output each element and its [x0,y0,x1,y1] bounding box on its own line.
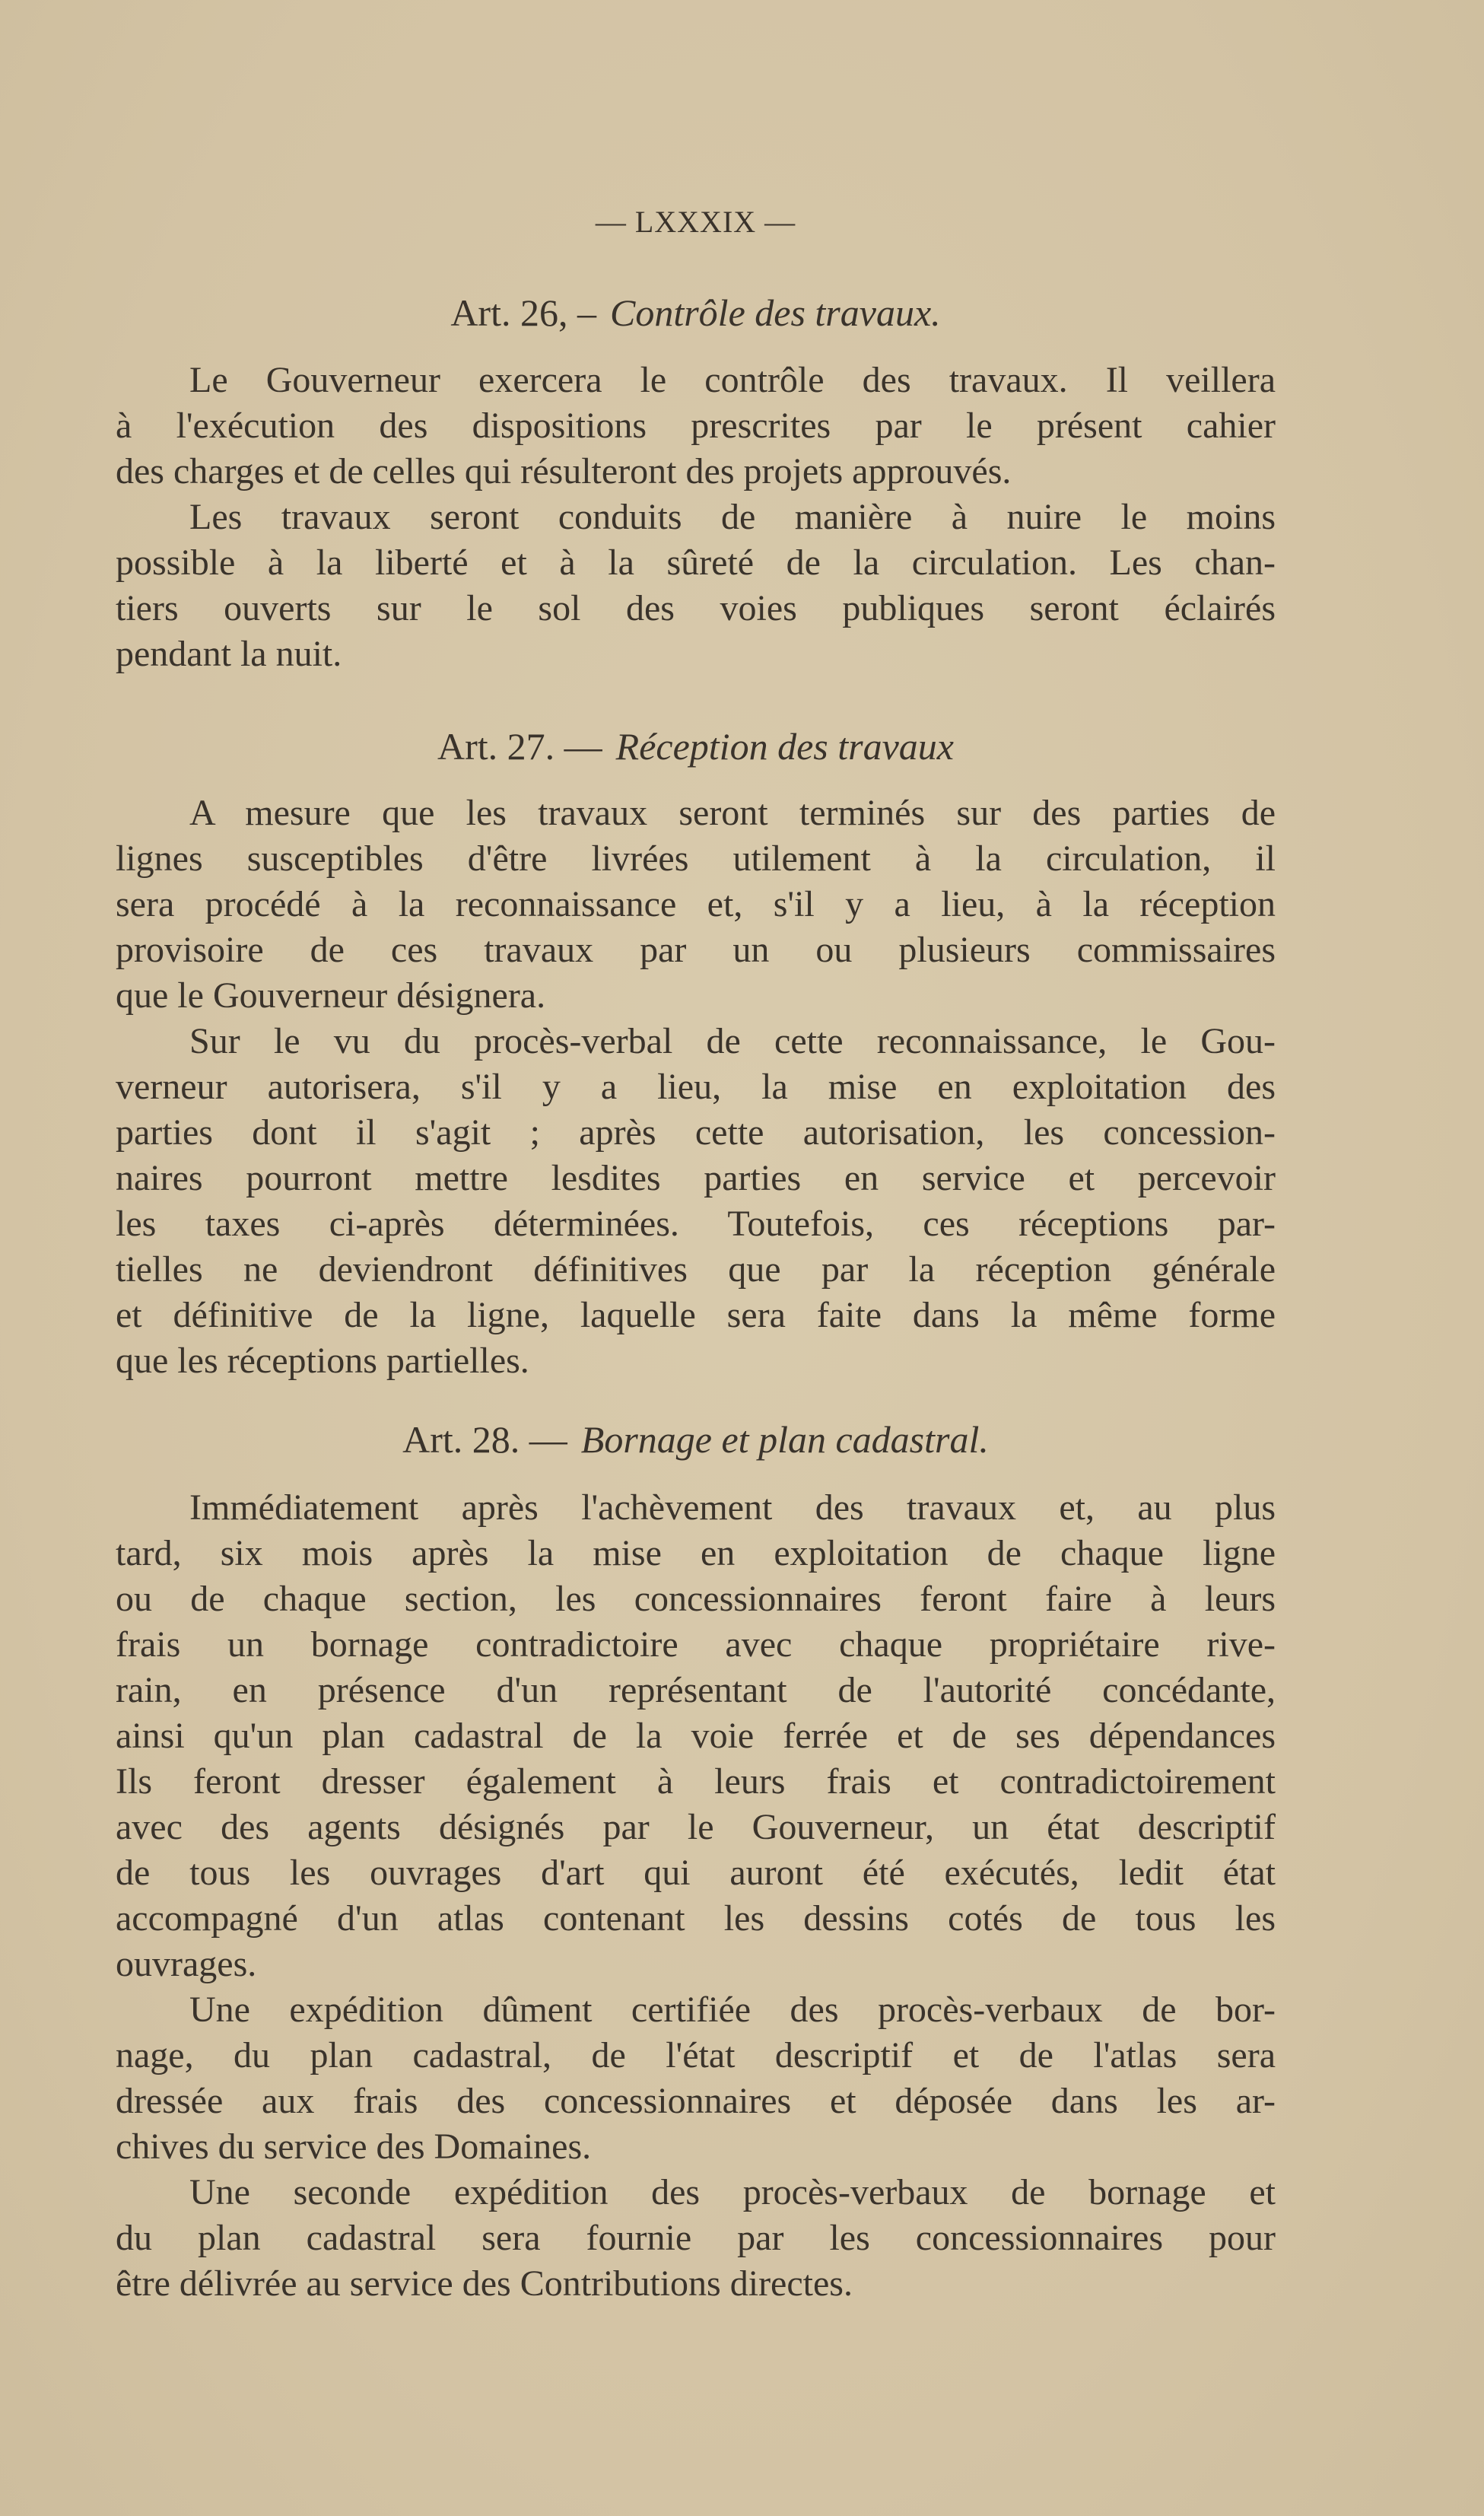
text-line-content: lignes susceptibles d'être livrées utilement à la circulation, il [116,838,1276,879]
text-line [116,1622,1276,1668]
text-line-content: avec des agents désignés par le Gouverneur, un état descriptif [116,1807,1276,1847]
paragraph [116,1019,1276,1384]
text-line [116,1293,1276,1338]
article-26 [116,290,1276,677]
text-line-content: chives du service des Domaines. [116,2126,592,2167]
text-line-content: tard, six mois après la mise en exploitation de chaque ligne [116,1533,1276,1573]
paragraph [116,790,1276,1019]
text-line-content: accompagné d'un atlas contenant les dessins cotés de tous les [116,1898,1276,1939]
text-line-content: A mesure que les travaux seront terminés sur des parties de [189,793,1276,833]
text-line-content: que le Gouverneur désignera. [116,975,546,1016]
text-line [116,1668,1276,1713]
text-line-content: ouvrages. [116,1944,257,1984]
article-heading [116,724,1276,769]
text-line [116,1156,1276,1201]
text-line-content: Immédiatement après l'achèvement des travaux et, au plus [189,1487,1276,1528]
text-line [116,631,1276,677]
text-line [116,790,1276,836]
text-line-content: dressée aux frais des concessionnaires et déposée dans les ar- [116,2081,1276,2121]
text-line [116,2261,1276,2307]
article-title: Réception des travaux [615,725,954,768]
text-line [116,1485,1276,1531]
text-line [116,358,1276,403]
paragraph [116,1485,1276,1987]
text-line [116,1896,1276,1942]
text-line-content: possible à la liberté et à la sûreté de la circulation. Les chan- [116,542,1276,583]
text-line-content: Les travaux seront conduits de manière à nuire le moins [189,497,1276,537]
text-line-content: Une seconde expédition des procès-verbaux de bornage et [189,2172,1276,2212]
text-line-content: des charges et de celles qui résulteront des projets approuvés. [116,451,1012,491]
text-line [116,2124,1276,2170]
paragraph [116,495,1276,677]
text-line [116,1942,1276,1987]
text-line [116,836,1276,882]
text-line-content: parties dont il s'agit ; après cette autorisation, les concession- [116,1112,1276,1153]
text-line-content: Ils feront dresser également à leurs frais et contradictoirement [116,1761,1276,1802]
text-line [116,1576,1276,1622]
text-line [116,449,1276,495]
text-line [116,1759,1276,1805]
paragraph [116,1987,1276,2170]
text-line [116,2215,1276,2261]
text-line-content: être délivrée au service des Contributions directes. [116,2263,853,2304]
text-line-content: tielles ne deviendront définitives que par la réception générale [116,1249,1276,1290]
text-line-content: tiers ouverts sur le sol des voies publiques seront éclairés [116,588,1276,628]
text-line-content: les taxes ci-après déterminées. Toutefois, ces réceptions par- [116,1204,1276,1244]
text-line-content: sera procédé à la reconnaissance et, s'il y a lieu, à la réception [116,884,1276,924]
text-line [116,1850,1276,1896]
text-line [116,2170,1276,2215]
text-line-content: à l'exécution des dispositions prescrites par le présent cahier [116,406,1276,446]
article-heading [116,1417,1276,1462]
text-line [116,2079,1276,2124]
text-line-content: et définitive de la ligne, laquelle sera faite dans la même forme [116,1295,1276,1335]
text-line [116,403,1276,449]
text-line-content: pendant la nuit. [116,634,342,674]
text-line [116,2033,1276,2079]
text-line-content: verneur autorisera, s'il y a lieu, la mise en exploitation des [116,1067,1276,1107]
article-number: Art. 28. — [402,1418,567,1461]
text-line [116,1247,1276,1293]
text-line [116,1531,1276,1576]
text-line-content: ainsi qu'un plan cadastral de la voie ferrée et de ses dépendances [116,1716,1276,1756]
article-28 [116,1417,1276,2307]
text-line [116,540,1276,586]
text-line-content: du plan cadastral sera fournie par les concessionnaires pour [116,2218,1276,2258]
paragraph [116,358,1276,495]
text-line [116,1805,1276,1850]
text-line-content: que les réceptions partielles. [116,1341,529,1381]
text-line [116,1064,1276,1110]
text-line-content: Sur le vu du procès-verbal de cette reconnaissance, le Gou- [189,1021,1276,1061]
paragraph [116,2170,1276,2307]
text-line [116,495,1276,540]
text-line [116,1338,1276,1384]
text-line-content: de tous les ouvrages d'art qui auront été exécutés, ledit état [116,1853,1276,1893]
text-line [116,1713,1276,1759]
text-line [116,1019,1276,1064]
text-line [116,1987,1276,2033]
text-line-content: Une expédition dûment certifiée des procès-verbaux de bor- [189,1990,1276,2030]
running-head-page-number: — LXXXIX — [595,205,796,239]
text-line-content: provisoire de ces travaux par un ou plusieurs commissaires [116,930,1276,970]
text-line-content: rain, en présence d'un représentant de l'autorité concédante, [116,1670,1276,1710]
article-number: Art. 27. — [437,725,602,768]
text-line-content: nage, du plan cadastral, de l'état descriptif et de l'atlas sera [116,2035,1276,2075]
text-line [116,973,1276,1019]
text-line-content: ou de chaque section, les concessionnaires feront faire à leurs [116,1579,1276,1619]
article-heading [116,290,1276,336]
article-title: Contrôle des travaux. [609,291,941,334]
text-line-content: frais un bornage contradictoire avec chaque propriétaire rive- [116,1624,1276,1665]
text-line [116,586,1276,631]
text-line [116,927,1276,973]
article-title: Bornage et plan cadastral. [580,1418,989,1461]
article-27 [116,724,1276,1384]
text-line [116,882,1276,927]
text-line-content: Le Gouverneur exercera le contrôle des travaux. Il veillera [189,360,1276,400]
text-line [116,1110,1276,1156]
text-line [116,1201,1276,1247]
article-number: Art. 26, – [450,291,596,334]
text-line-content: naires pourront mettre lesdites parties en service et percevoir [116,1158,1276,1198]
